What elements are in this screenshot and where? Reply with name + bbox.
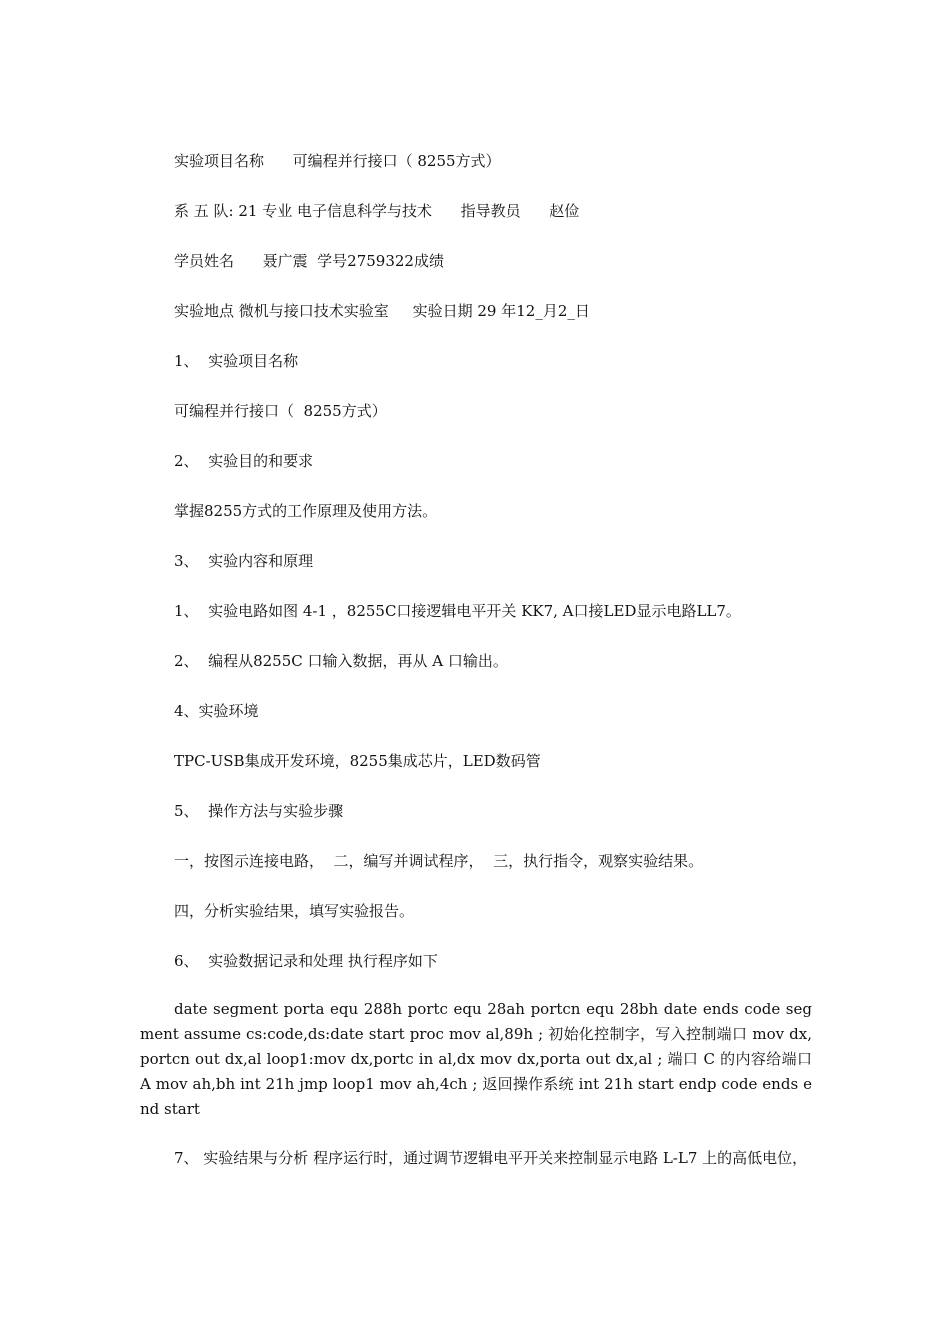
code-paragraph: date segment porta equ 288h portc equ 28ah portcn equ 28bh date ends code segment assume cs:code,ds:date start proc mov al,89h ; 初始化控制字，写入控制端口 mov dx,portcn out dx,al loop1:mov dx,portc in al,dx mov dx,porta out dx,al ; 端口 C 的内容给端口 A mov ah,bh int 21h jmp loop1 mov ah,4ch ; 返回操作系统 int 21h start endp code ends end start xyxy=(140,1000,812,1118)
section-heading-3: 3、 实验内容和原理 xyxy=(174,552,314,570)
section-item-5-1: 一，按图示连接电路， 二，编写并调试程序， 三，执行指令，观察实验结果。 xyxy=(174,852,704,870)
section-body-4: TPC-USB集成开发环境，8255集成芯片，LED数码管 xyxy=(174,752,541,770)
section-item-3-1: 1、 实验电路如图 4-1 ，8255C口接逻辑电平开关 KK7, A口接LED显示电路LL7。 xyxy=(174,602,741,620)
section-heading-6: 6、 实验数据记录和处理 执行程序如下 xyxy=(174,952,438,970)
section-heading-5: 5、 操作方法与实验步骤 xyxy=(174,802,344,820)
section-heading-1: 1、 实验项目名称 xyxy=(174,352,299,370)
section-item-5-2: 四，分析实验结果，填写实验报告。 xyxy=(174,902,415,920)
location-line: 实验地点 微机与接口技术实验室 实验日期 29 年12_月2_日 xyxy=(174,302,590,320)
project-name-line: 实验项目名称 可编程并行接口（ 8255方式） xyxy=(174,152,501,170)
section-body-2: 掌握8255方式的工作原理及使用方法。 xyxy=(174,502,438,520)
department-line: 系 五 队: 21 专业 电子信息科学与技术 指导教员 赵俭 xyxy=(174,202,580,220)
section-body-1: 可编程并行接口（ 8255方式） xyxy=(174,402,387,420)
section-heading-2: 2、 实验目的和要求 xyxy=(174,452,314,470)
result-paragraph: 7、 实验结果与分析 程序运行时，通过调节逻辑电平开关来控制显示电路 L-L7 上的高低电位， xyxy=(174,1149,808,1167)
section-item-3-2: 2、 编程从8255C 口输入数据，再从 A 口输出。 xyxy=(174,652,508,670)
student-line: 学员姓名 聂广震 学号2759322成绩 xyxy=(174,252,444,270)
section-heading-4: 4、实验环境 xyxy=(174,702,259,720)
